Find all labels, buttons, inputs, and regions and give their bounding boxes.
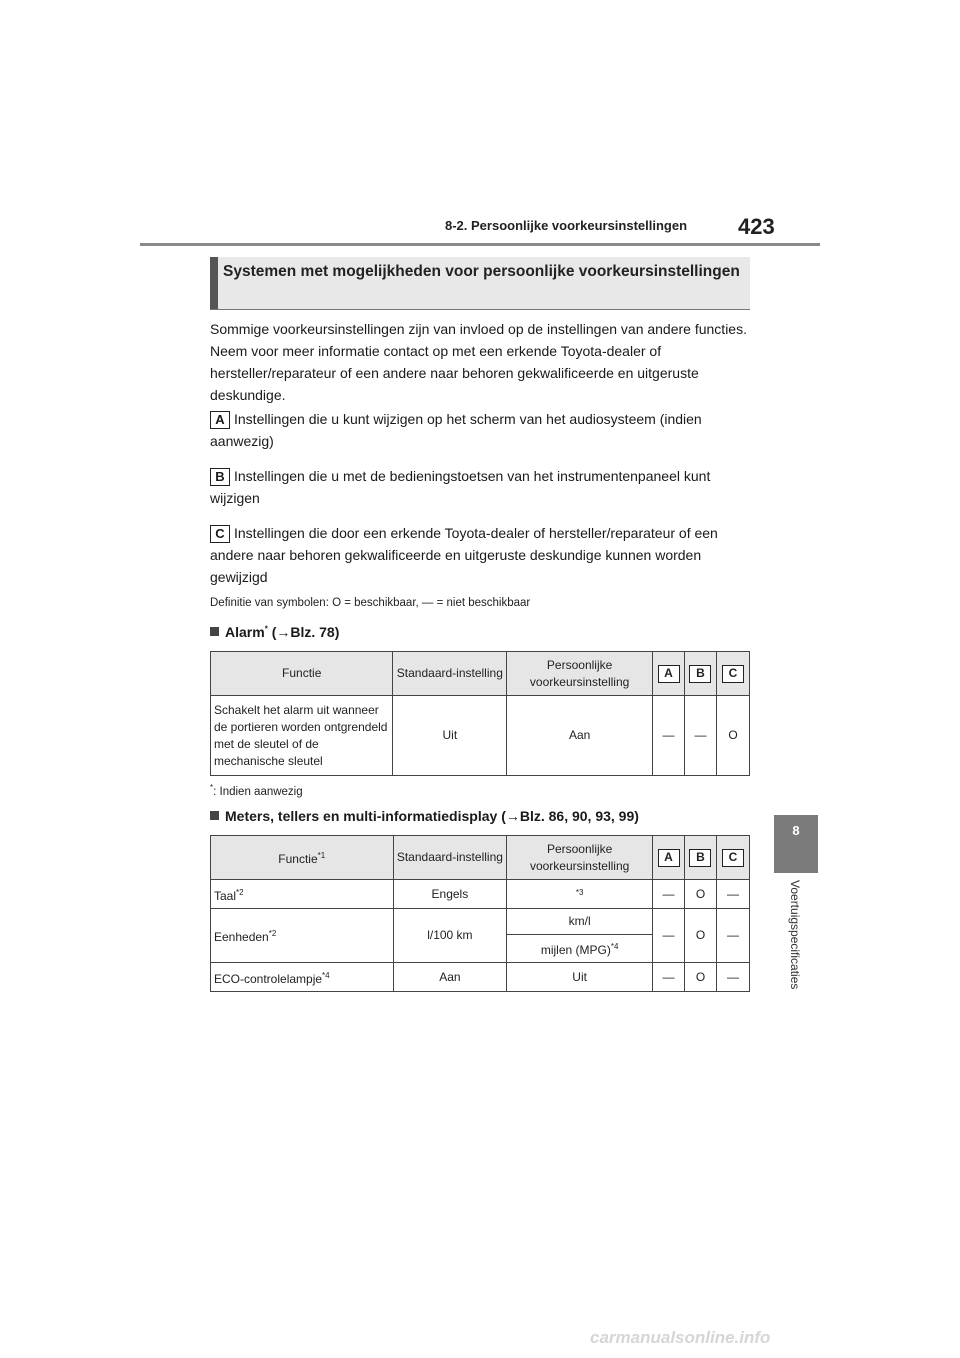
col-default: Standaard-instelling <box>393 652 507 696</box>
alarm-heading: Alarm* (→Blz. 78) <box>210 624 339 640</box>
chapter-tab[interactable] <box>774 815 818 873</box>
legend-c: C Instellingen die door een erkende Toyota-dealer of hersteller/reparateur of een andere naar behoren gekwalificeerde en uitgeruste deskundige kunnen worden gewijzigd <box>210 525 718 585</box>
col-c: C <box>716 652 749 696</box>
watermark: carmanualsonline.info <box>590 1328 771 1347</box>
square-bullet-icon <box>210 811 219 820</box>
col-function: Functie <box>211 652 393 696</box>
col-default: Standaard-instelling <box>393 836 507 880</box>
table-row: ECO-controlelampje$^{*4}$ Aan Uit — O — <box>211 963 750 992</box>
letter-b-box: B <box>210 468 230 486</box>
section-heading-bar <box>210 257 218 309</box>
header-rule <box>140 243 820 246</box>
table-row: Taal$^{*2}$ Engels $^{*3}$ — O — <box>211 880 750 909</box>
table-row: Schakelt het alarm uit wanneer de portieren worden ontgrendeld met de sleutel of de mechanische sleutel Uit Aan — — O <box>211 696 750 776</box>
col-a: A <box>653 652 685 696</box>
meters-heading: Meters, tellers en multi-informatiedisplay (→Blz. 86, 90, 93, 99) <box>210 808 639 824</box>
col-personal: Persoonlijke voorkeursinstelling <box>507 836 653 880</box>
chapter-label: Voertuigspecificaties <box>788 880 802 990</box>
running-header: 8-2. Persoonlijke voorkeursinstellingen <box>445 218 688 233</box>
col-c: C <box>716 836 749 880</box>
col-b: B <box>685 652 717 696</box>
alarm-footnote: *: Indien aanwezig <box>210 783 303 798</box>
page-number: 423 <box>738 214 775 239</box>
col-a: A <box>653 836 685 880</box>
legend-a: A Instellingen die u kunt wijzigen op het scherm van het audiosysteem (indien aanwezig) <box>210 411 702 449</box>
alarm-table <box>210 651 750 776</box>
table-row: Eenheden$^{*2}$ l/100 km km/l — O — <box>211 909 750 935</box>
symbols-definition: Definitie van symbolen: O = beschikbaar, — = niet beschikbaar <box>210 597 531 609</box>
letter-c-box: C <box>210 525 230 543</box>
intro-paragraph: Sommige voorkeursinstellingen zijn van invloed op de instellingen van andere functies. Neem voor meer informatie contact op met een erkende Toyota-dealer of hersteller/reparateur of een andere naar behoren gekwalificeerde en uitgeruste deskundige. <box>210 321 747 403</box>
col-personal: Persoonlijke voorkeursinstelling <box>507 652 653 696</box>
col-function: Functie$^{*1}$ <box>211 836 394 880</box>
col-b: B <box>685 836 717 880</box>
section-title: Systemen met mogelijkheden voor persoonlijke voorkeursinstellingen <box>223 263 740 280</box>
chapter-number: 8 <box>792 823 800 838</box>
legend-b: B Instellingen die u met de bedieningstoetsen van het instrumentenpaneel kunt wijzigen <box>210 468 711 506</box>
square-bullet-icon <box>210 627 219 636</box>
letter-a-box: A <box>210 411 230 429</box>
table-row: mijlen (MPG)$^{*4}$ <box>211 935 750 963</box>
meters-table <box>210 835 750 992</box>
